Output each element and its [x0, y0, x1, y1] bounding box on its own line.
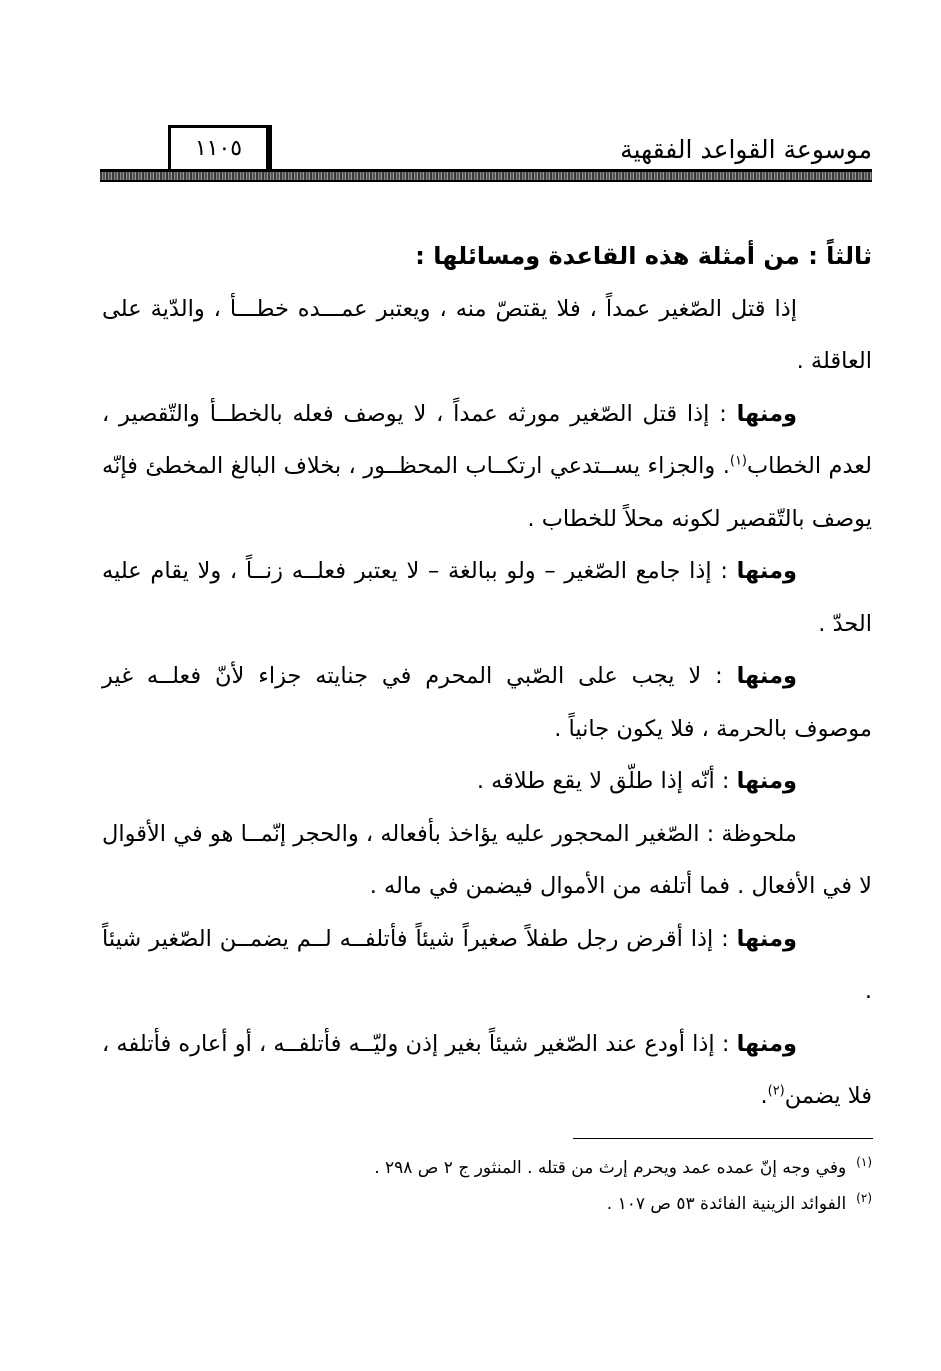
paragraph-text: : إذا قتل الصّغير مورثه عمداً ، لا يوصف فعله بالخطــأ والتّقصير ، لعدم الخطاب [102, 400, 872, 479]
footnotes [140, 1150, 872, 1222]
paragraph-lead: ومنها [736, 768, 797, 794]
header-rule [100, 169, 872, 182]
paragraph-text: . والجزاء يســتدعي ارتكــاب المحظــور ، بخلاف البالغ المخطئ فإنّه يوصف بالتّقصير لكونه محلاً للخطاب . [102, 453, 872, 532]
footnote-number: (١) [856, 1155, 872, 1170]
paragraph-text: . [760, 1083, 768, 1109]
page-header [100, 125, 872, 185]
footnote-separator [573, 1138, 873, 1139]
paragraph-8 [102, 1018, 872, 1123]
paragraph-text: : أنّه إذا طلّق لا يقع طلاقه . [476, 768, 737, 794]
page-number-box [168, 125, 272, 169]
paragraph-4 [102, 650, 872, 755]
section-heading: ثالثاً : من أمثلة هذه القاعدة ومسائلها : [415, 242, 872, 270]
paragraph-lead: ومنها [736, 663, 797, 689]
paragraph-text: : إذا جامع الصّغير – ولو ببالغة – لا يعتبر فعلــه زنــاً ، ولا يقام عليه الحدّ . [102, 558, 872, 637]
paragraph-lead: ومنها [736, 400, 797, 427]
note-paragraph: ملحوظة : الصّغير المحجور عليه يؤاخذ بأفعاله ، والحجر إنّمــا هو في الأقوال لا في الأفعال . فما أتلفه من الأموال فيضمن في ماله . [102, 820, 872, 899]
body-text [102, 230, 872, 1123]
paragraph-1: إذا قتل الصّغير عمداً ، فلا يقتصّ منه ، ويعتبر عمـــده خطـــأ ، والدّية على العاقلة . [102, 295, 872, 374]
paragraph-text: : إذا أقرض رجل طفلاً صغيراً شيئاً فأتلفــه لــم يضمــن الصّغير شيئاً . [102, 925, 872, 1004]
footnote-ref-1: (١) [729, 453, 747, 469]
footnote-1 [140, 1150, 872, 1186]
paragraph-5 [102, 755, 872, 808]
page-number: ١١٠٥ [194, 136, 243, 161]
book-title: موسوعة القواعد الفقهية [620, 135, 872, 164]
footnote-text: الفوائد الزينية الفائدة ٥٣ ص ١٠٧ . [606, 1194, 847, 1214]
paragraph-2 [102, 388, 872, 546]
paragraph-7 [102, 913, 872, 1018]
footnote-ref-2: (٢) [767, 1083, 785, 1099]
footnote-number: (٢) [856, 1191, 872, 1206]
paragraph-text: : إذا أودع عند الصّغير شيئاً بغير إذن وليّــه فأتلفــه ، أو أعاره فأتلفه ، فلا يضمن [102, 1030, 872, 1109]
paragraph-lead: ومنها [736, 925, 797, 952]
paragraph-3 [102, 545, 872, 650]
paragraph-lead: ومنها [736, 558, 797, 584]
paragraph-text: : لا يجب على الصّبي المحرم في جنايته جزاء لأنّ فعلــه غير موصوف بالحرمة ، فلا يكون جانياً . [102, 663, 872, 742]
footnote-2 [140, 1186, 872, 1222]
footnote-text: وفي وجه إنّ عمده عمد ويحرم إرث من قتله . المنثور ج ٢ ص ٢٩٨ . [374, 1158, 847, 1178]
paragraph-lead: ومنها [736, 1030, 797, 1057]
